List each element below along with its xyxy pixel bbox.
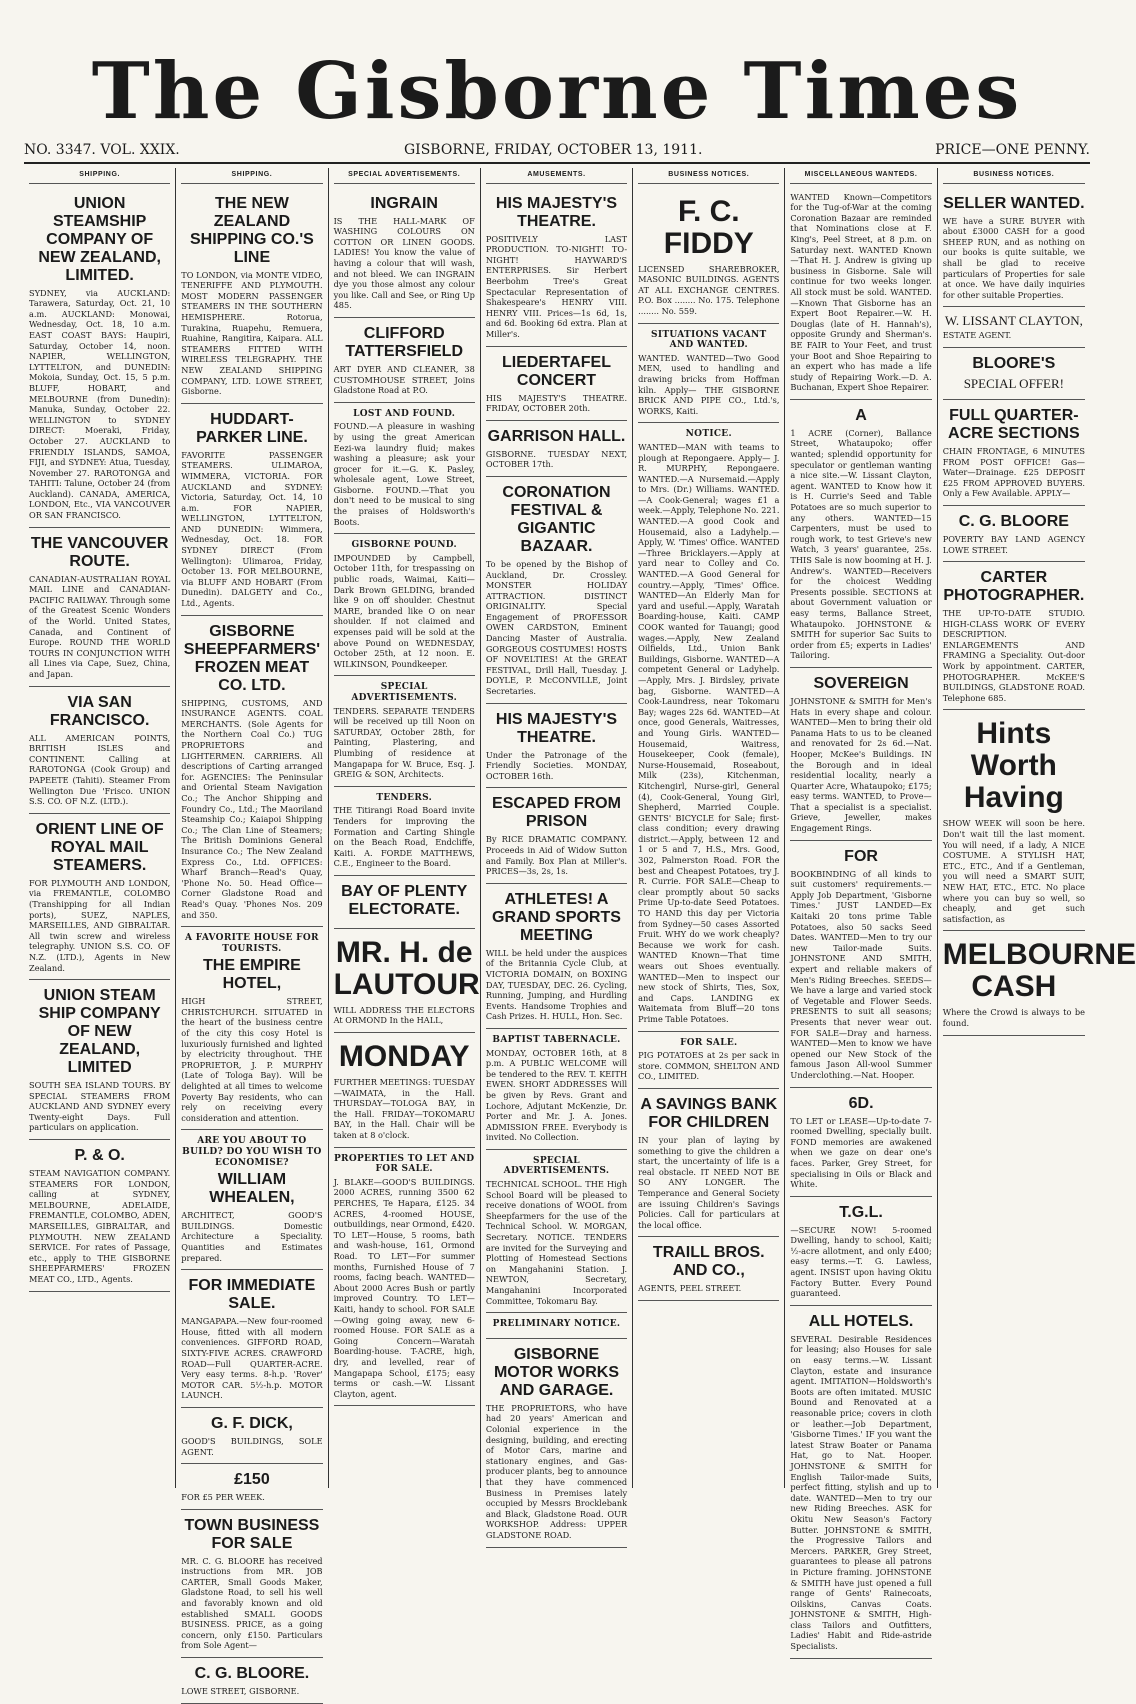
advertisement [486, 477, 627, 704]
ad-big: INGRAIN [370, 194, 438, 212]
column-4 [481, 168, 633, 1540]
advertisement [790, 841, 931, 1088]
ad-body: SOUTH SEA ISLAND TOURS. BY SPECIAL STEAMERS FROM AUCKLAND AND SYDNEY every Twenty-eight Days. Full particulars on application. [29, 1080, 171, 1133]
ad-body: ALL AMERICAN POINTS, BRITISH ISLES and CONTINENT. Calling at RAROTONGA (Cook Group) and PAPEETE (Tahiti). Steamer From Wellington Due 'Frisco. UNION S.S. CO. OF N.Z. (LTD.). [29, 732, 171, 807]
ad-cap: SPECIAL ADVERTISEMENTS. [503, 1155, 610, 1177]
advertisement [181, 1270, 322, 1408]
advertisement [181, 927, 322, 1130]
ad-body: SYDNEY, via AUCKLAND: Tarawera, Saturday, Oct. 21, 10 a.m. AUCKLAND: Monowai, Wednesday, Oct. 18, 10 a.m. EAST COAST BAYS: Haupiri, Saturday, October 14, noon. NAPIER, WELLINGTON, LYTTELTON, and DUNEDIN: Mokoia, Sunday, Oct. 15, 5 p.m. BLUFF, HOBART, and MELBOURNE (from Dunedin): Manuka, Sunday, October 22. WELLINGTON to SYDNEY DIRECT: Moeraki, Friday, October 27. AUCKLAND to FRIENDLY ISLANDS, SAMOA, FIJI, and SYDNEY: Atua, Tuesday, November 27. RAROTONGA and TAHITI: Talune, October 24 (from Auckland). CANADA, AMERICA, LONDON, Etc., VIA VANCOUVER OR SAN FRANCISCO. [29, 287, 171, 521]
ad-big: FULL QUARTER-ACRE SECTIONS [948, 406, 1080, 442]
advertisement [486, 788, 627, 883]
ad-big: BLOORE'S [972, 354, 1056, 372]
advertisement [181, 1510, 322, 1658]
ad-big: THE VANCOUVER ROUTE. [30, 534, 169, 570]
ad-big: BAY OF PLENTY ELECTORATE. [341, 882, 468, 918]
ad-big: G. F. DICK, [211, 1414, 293, 1432]
ad-big: GISBORNE SHEEPFARMERS' FROZEN MEAT CO. LTD. [183, 622, 321, 694]
ad-body: BOOKBINDING of all kinds to suit customers' requirements.—Apply Job Department, 'Gisborne Times.' JUST LANDED—Ex Kaitaki 20 tons prime Table Potatoes, also 50 sacks Seed Dates. WANTED—Men to try our new Tailor-made Suits. JOHNSTONE AND SMITH, expert and reliable makers of Men's Riding Breeches. SEEDS—We have a large and varied stock of Vegetable and Flower Seeds. PRESENTS to suit all seasons; Presents that never wear out. FOR SALE—Dray and harness. WANTED—Men to know we have opened our New Stock of the famous Jason All-wool Summer Underclothing.—Nat. Hooper. [790, 868, 932, 1080]
ad-big: SOVEREIGN [813, 674, 909, 692]
ad-huge: MONDAY [338, 1040, 470, 1074]
ad-body: THE UP-TO-DATE STUDIO. HIGH-CLASS WORK OF EVERY DESCRIPTION. ENLARGEMENTS AND FRAMING a Speciality. Out-door Work by appointment. CARTER, PHOTOGRAPHER. McKEE'S BUILDINGS, GLADSTONE ROAD. Telephone 685. [942, 608, 1085, 703]
ad-huge: Hints Worth Having [963, 717, 1064, 815]
ad-big: THE NEW ZEALAND SHIPPING CO.'S LINE [190, 194, 314, 266]
ad-body: FAVORITE PASSENGER STEAMERS. ULIMAROA, WIMMERA, VICTORIA. FOR AUCKLAND and SYDNEY: Victoria, Saturday, Oct. 14, 10 a.m. FOR NAPIER, WELLINGTON, LYTTELTON, AND DUNEDIN: Wimmera, Wednesday, Oct. 18. FOR SYDNEY DIRECT (From Wellington): Ulimaroa, Friday, October 13. FOR MELBOURNE, via BLUFF AND HOBART (From Dunedin). DALGETY and Co., Ltd., Agents. [181, 449, 323, 609]
ad-big: CARTER PHOTOGRAPHER. [943, 569, 1085, 605]
advertisement [29, 814, 170, 980]
ad-body: POVERTY BAY LAND AGENCY LOWE STREET. [942, 533, 1085, 555]
advertisement [181, 1130, 322, 1270]
ad-body: ESTATE AGENT. [942, 330, 1012, 341]
ad-body: STEAM NAVIGATION COMPANY. STEAMERS FOR LONDON, calling at SYDNEY, MELBOURNE, ADELAIDE, FREMANTLE, COLOMBO, ADEN, MARSEILLES, GIBRALTAR, and PLYMOUTH. NEW ZEALAND SERVICE. For rates of Passage, etc., apply to THE GISBORNE SHEEPFARMERS' FROZEN MEAT CO., LTD., Agents. [29, 1168, 171, 1284]
ad-cap: ARE YOU ABOUT TO BUILD? DO YOU WISH TO ECONOMISE? [182, 1136, 322, 1168]
advertisement [486, 1150, 627, 1313]
ad-cap: PROPERTIES TO LET AND FOR SALE. [333, 1153, 475, 1175]
ad-body: GISBORNE. TUESDAY NEXT, OCTOBER 17th. [485, 448, 628, 470]
ad-huge: MR. H. de LAUTOUR [333, 935, 480, 1001]
ad-big: THE EMPIRE HOTEL, [203, 957, 301, 993]
column-6 [785, 168, 937, 1652]
advertisement [334, 676, 475, 786]
ad-cap: PRELIMINARY NOTICE. [492, 1319, 621, 1330]
ad-body: TO LONDON, via MONTE VIDEO, TENERIFFE AND PLYMOUTH. MOST MODERN PASSENGER STEAMERS IN THE SOUTHERN HEMISPHERE. Rotorua, Turakina, Ruapehu, Remuera, Ruahine, Rangitira, Kaipara. ALL STEAMERS FITTED WITH WIRELESS TELEGRAPHY. THE NEW ZEALAND SHIPPING COMPANY, LTD. LOWE STREET, Gisborne. [181, 269, 323, 397]
advertisement [790, 1197, 931, 1306]
ad-big: CORONATION FESTIVAL & GIGANTIC BAZAAR. [502, 483, 611, 555]
advertisement [790, 188, 931, 400]
ad-big: A [855, 406, 867, 424]
column-7 [938, 168, 1136, 1488]
ad-body: JOHNSTONE & SMITH for Men's Hats in every shape and colour. WANTED—Men to bring their old Panama Hats to us to be cleaned and renovated for 2s 6d.—Nat. Hooper, McKee's Buildings. IN the Borough and in ideal residential locality, nearly a Quarter Acre, Whataupoko; £175; easy terms. WANTED, to Prove—That a specialist is a specialist. Grieve, Jeweller, makes Engagement Rings. [790, 695, 932, 834]
ad-body: ART DYER AND CLEANER, 38 CUSTOMHOUSE STREET, Joins Gladstone Road at P.O. [333, 363, 475, 396]
ad-body: POSITIVELY LAST PRODUCTION. TO-NIGHT! TO-NIGHT! HAYWARD'S ENTERPRISES. Sir Herbert Beerbohm Tree's Great Spectacular Representation of Shakespeare's HENRY VIII. HENRY VIII. Prices—1s 6d, 1s, and 6d. Booking 6d extra. Plan at Miller's. [485, 233, 628, 339]
advertisement [790, 668, 931, 841]
price: PRICE—ONE PENNY. [935, 142, 1090, 158]
place-date: GISBORNE, FRIDAY, OCTOBER 13, 1911. [404, 142, 703, 158]
advertisement [486, 188, 627, 347]
advertisement [943, 307, 1085, 348]
column-2 [176, 168, 328, 1697]
column-heading: AMUSEMENTS. [486, 170, 627, 184]
advertisement [486, 347, 627, 421]
advertisement [181, 1408, 322, 1464]
ad-big: ALL HOTELS. [808, 1312, 914, 1330]
ad-mid: W. LISSANT CLAYTON, [944, 313, 1083, 329]
advertisement [638, 324, 779, 424]
ad-body: FOR £5 PER WEEK. [181, 1492, 265, 1503]
ad-cap: A FAVORITE HOUSE FOR TOURISTS. [185, 933, 319, 954]
advertisement [334, 787, 475, 876]
advertisement [334, 1033, 475, 1148]
ad-body: LICENSED SHAREBROKER, MASONIC BUILDINGS. AGENTS AT ALL EXCHANGE CENTRES. P.O. Box ........ No. 175. Telephone ........ No. 559. [638, 263, 780, 316]
advertisement [181, 188, 322, 404]
advertisement [181, 1658, 322, 1704]
column-3 [329, 168, 481, 1488]
advertisement [638, 188, 779, 324]
ad-body: ARCHITECT, GOOD'S BUILDINGS. Domestic Architecture a Speciality. Quantities and Estimates prepared. [181, 1210, 323, 1263]
ad-body: IMPOUNDED by Campbell, October 11th, for trespassing on public roads, Waimai, Kaiti— Dark Brown GELDING, branded like 9 on off shoulder. Chestnut MARE, branded like O on near shoulder. If not claimed and expenses paid will be sold at the above Pound on WEDNESDAY, October 25th, at 12 noon. E. WILKINSON, Poundkeeper. [333, 552, 475, 669]
advertisement [486, 704, 627, 789]
advertisement [29, 188, 170, 528]
ad-body: 1 ACRE (Corner), Ballance Street, Whataupoko; offer wanted; splendid opportunity for speculator or gentleman wanting a nice site.—W. Lissant Clayton, agent. WANTED to Know how it is H. Currie's Seed and Table Potatoes are so much superior to any others. WANTED—15 Carpenters, must be used to rough work, to test Grieve's new Watch, 3 years' guarantee, 25s. THIS Sale is now booming at H. J. Andrew's. WANTED—Receivers for the choicest Wedding Presents possible. SECTIONS at about Government valuation or easy terms, Ballance Street, Whataupoko. JOHNSTONE & SMITH for superior Sac Suits to order from £5; experts in Ladies' Tailoring. [790, 427, 932, 661]
columns-area [24, 168, 1136, 1697]
ad-body: TENDERS. SEPARATE TENDERS will be received up till Noon on SATURDAY, October 28th, for Painting, Plastering, and Plumbing of residence at Mangapapa for W. Bruce, Esq. J. GREIG & SON, Architects. [333, 705, 475, 780]
ad-body: MR. C. G. BLOORE has received instructions from MR. JOB CARTER, Small Goods Maker, Gladstone Road, to sell his well and favorably known and old established SMALL GOODS BUSINESS. PRICE, as a going concern, only £150. Particulars from Sole Agent— [181, 1555, 323, 1651]
advertisement [943, 348, 1085, 400]
ad-body: SHIPPING, CUSTOMS, AND INSURANCE AGENTS. COAL MERCHANTS. (Sole Agents for the Northern Coal Co.) TUG PROPRIETORS and LIGHTERMEN. CARRIERS. All descriptions of Carting arranged for. AGENCIES: The Peninsular and Oriental Steam Navigation Co.; The Anchor Shipping and Foundry Co., Ltd.; The Maoriland Steamship Co.; Kaiapoi Shipping Co.; The Clan Line of Steamers; The British Dominions General Insurance Co.; The New Zealand Express Co., Ltd. OFFICES: Wharf Branch—Read's Quay, 'Phone No. 50. Head Office—Corner Gladstone Road and Read's Quay. 'Phones Nos. 209 and 350. [181, 697, 323, 920]
advertisement [638, 1032, 779, 1089]
ad-body: SEVERAL Desirable Residences for leasing; also Houses for sale on easy terms.—W. Lissant Clayton, estate and insurance agent. IMITATION—Holdsworth's Boots are often imitated. MUSIC Bound and Renovated at a reasonable price; covers in cloth or leather.—Job Department, 'Gisborne Times.' IF you want the latest Straw Boater or Panama Hat, go to Nat. Hooper. JOHNSTONE & SMITH for English Tailor-made Suits, perfect fitting, stylish and up to date. WANTED—Men to try our new Riding Breeches. ASK for Okitu New Season's Factory Butter. JOHNSTONE & SMITH, the Progressive Tailors and Mercers. PARKER, Grey Street, guarantees to please all patrons in Picture framing. JOHNSTONE & SMITH have just opened a full range of Gents' Rainecoats, Oilskins, Canvas Coats. JOHNSTONE & SMITH, High-class Tailors and Outfitters, Ladies' Habit and Ride-astride Specialists. [790, 1333, 932, 1652]
ad-big: VIA SAN FRANCISCO. [49, 693, 150, 729]
ad-big: LIEDERTAFEL CONCERT [501, 353, 611, 389]
masthead [0, 0, 1114, 140]
advertisement [334, 403, 475, 535]
advertisement [486, 884, 627, 1029]
ad-big: UNION STEAM SHIP COMPANY OF NEW ZEALAND, LIMITED [38, 987, 161, 1077]
ad-body: —SECURE NOW! 5-roomed Dwelling, handy to school, Kaiti; ½-acre allotment, and only £400; easy terms.—T. G. Lawless, agent. INSIST upon having Okitu Factory Butter. Every Pound guaranteed. [790, 1224, 932, 1299]
ad-body: Under the Patronage of the Friendly Societies. MONDAY, OCTOBER 16th. [485, 749, 628, 781]
ad-body: MANGAPAPA.—New four-roomed House, fitted with all modern conveniences. GIFFORD ROAD, SIXTY-FIVE ACRES. CRAWFORD ROAD—Full QUARTER-ACRE. Very easy terms. 8-h.p. 'Rover' MOTOR CAR. 5½-h.p. MOTOR LAUNCH. [181, 1316, 323, 1401]
advertisement [29, 980, 170, 1140]
ad-cap: NOTICE. [685, 429, 732, 440]
ad-cap: FOR SALE. [680, 1037, 738, 1048]
advertisement [486, 421, 627, 477]
advertisement [334, 318, 475, 403]
advertisement [943, 400, 1085, 506]
advertisement [790, 400, 931, 668]
ad-big: ESCAPED FROM PRISON [492, 795, 621, 831]
column-heading: SPECIAL ADVERTISEMENTS. [334, 170, 475, 184]
ad-cap: TENDERS. [376, 792, 433, 803]
ad-big: TRAILL BROS. AND CO., [652, 1244, 765, 1280]
ad-huge: MELBOURNE CASH [942, 938, 1136, 1004]
ad-body: WE have a SURE BUYER with about £3000 CASH for a good SHEEP RUN, and as nothing on our books is quite suitable, we shall be glad to receive particulars of Properties for sale at once. We have daily inquiries for other suitable Properties. [942, 215, 1085, 300]
advertisement [334, 188, 475, 318]
ad-cap: LOST AND FOUND. [353, 408, 456, 419]
advertisement [29, 1140, 170, 1292]
advertisement [638, 1237, 779, 1301]
advertisement [486, 1313, 627, 1339]
ad-body: WILL ADDRESS THE ELECTORS At ORMOND In the HALL, [333, 1004, 475, 1026]
advertisement [181, 1464, 322, 1510]
ad-body: WILL be held under the auspices of the Britannia Cycle Club, at VICTORIA DOMAIN, on BOXING DAY, TUESDAY, DEC. 26. Cycling, Running, Jumping, and Hurdling Events. Handsome Trophies and Cash Prizes. H. HULL, Hon. Sec. [485, 947, 628, 1022]
ad-big: ATHLETES! A GRAND SPORTS MEETING [492, 890, 621, 944]
ad-big: GARRISON HALL. [487, 427, 626, 445]
ad-cap: SITUATIONS VACANT AND WANTED. [651, 329, 767, 351]
column-heading: MISCELLANEOUS WANTEDS. [790, 170, 931, 184]
column-heading: SHIPPING. [29, 170, 170, 184]
advertisement [943, 506, 1085, 562]
ad-body: FURTHER MEETINGS: TUESDAY—WAIMATA, in the Hall. THURSDAY—TOLOGA BAY, in the Hall. FRIDAY—TOKOMARU BAY, in the Hall. Chair will be taken at 8 o'clock. [333, 1077, 475, 1141]
ad-cap: SPECIAL ADVERTISEMENTS. [351, 682, 458, 703]
issue-number: NO. 3347. VOL. XXIX. [24, 142, 180, 158]
advertisement [638, 423, 779, 1031]
ad-body: J. BLAKE—GOOD'S BUILDINGS. 2000 ACRES, running 3500 62 PERCHES, Te Hapara, £125. 34 ACRES, 4-roomed HOUSE, outbuildings, near Ormond, £420. TO LET—House, 5 rooms, bath and wash-house, 161, Ormond Road. TO LET—For summer months, Furnished House of 7 rooms, facing beach. WANTED—About 2000 Acres Bush or partly improved Country. TO LET—Kaiti, handy to school. FOR SALE—Owing going away, new 6-roomed House. FOR SALE as a Going Concern—Waratah Boarding-house. T-ACRE, high, dry, and levelled, rear of Mangapapa School, £175; easy terms or cash.—W. Lissant Clayton, agent. [333, 1176, 475, 1399]
ad-big: HIS MAJESTY'S THEATRE. [495, 710, 618, 746]
ad-big: SELLER WANTED. [943, 194, 1085, 212]
ad-body: By RICE DRAMATIC COMPANY. Proceeds in Aid of Widow Sutton and Family. Box Plan at Miller's. PRICES—3s, 2s, 1s. [485, 834, 628, 877]
ad-big: C. G. BLOORE [958, 512, 1069, 530]
dateline [24, 140, 1090, 164]
ad-body: CANADIAN-AUSTRALIAN ROYAL MAIL LINE and CANADIAN-PACIFIC RAILWAY. Through some of the Greatest Scenic Wonders of the World. United States, Canada, and Continent of Europe. ROUND THE WORLD TOURS IN CONJUNCTION WITH all Lines via Cape, Suez, China, and Japan. [29, 573, 171, 679]
ad-cap: BAPTIST TABERNACLE. [492, 1034, 621, 1045]
ad-big: 6D. [848, 1094, 874, 1112]
ad-body: HIS MAJESTY'S THEATRE. FRIDAY, OCTOBER 20th. [485, 392, 628, 414]
advertisement [29, 687, 170, 814]
ad-big: HIS MAJESTY'S THEATRE. [495, 194, 618, 230]
ad-body: IS THE HALL-MARK OF WASHING COLOURS ON COTTON OR LINEN GOODS. LADIES! You know the value of having a colour that will wash, and not bleed. We can INGRAIN dye you those almost any colour you like. Call and See, or Ring Up 485. [333, 215, 475, 311]
column-heading: SHIPPING. [181, 170, 322, 184]
ad-body: FOUND.—A pleasure in washing by using the great American Eezi-wa laundry fluid; makes washing a pleasure; ask your grocer for it.—G. K. Pasley, wholesale agent, Lowe Street, Gisborne. FOUND.—That you don't need to be musical to sing the praises of Holdsworth's Boots. [333, 421, 475, 527]
ad-body: MONDAY, OCTOBER 16th, at 8 p.m. A PUBLIC WELCOME will be tendered to the REV. T. KEITH EWEN. SHORT ADDRESSES Will be given by Revs. Grant and Lochore, Adjutant McKenzie, Dr. Porter and Mr. J. A. Jones. ADMISSION FREE. Everybody is invited. No Collection. [485, 1047, 628, 1143]
ad-big: C. G. BLOORE. [194, 1665, 310, 1683]
ad-big: TOWN BUSINESS FOR SALE [184, 1516, 320, 1552]
column-1 [24, 168, 176, 1488]
advertisement [943, 188, 1085, 308]
ad-body: CHAIN FRONTAGE, 6 MINUTES FROM POST OFFICE! Gas—Water—Drainage. £25 DEPOSIT £25 FROM APPROVED BUYERS. Only a Few Available. APPLY— [942, 445, 1085, 499]
ad-body: TO LET or LEASE—Up-to-date 7-roomed Dwelling, specially built. FOND memories are awakened when we gaze on dear one's faces. Parker, Grey Street, for specialising in Oils or Black and White. [790, 1115, 932, 1190]
advertisement [29, 528, 170, 687]
advertisement [181, 404, 322, 616]
ad-big: FOR IMMEDIATE SALE. [188, 1277, 316, 1313]
ad-big: WILLIAM WHEALEN, [209, 1171, 295, 1207]
advertisement [334, 876, 475, 929]
ad-body: WANTED Known—Competitors for the Tug-of-War at the coming Coronation Bazaar are reminded that Nominations close at F. King's, Peel Street, at 8 p.m. on Saturday next. WANTED Known—That H. J. Andrew is giving up business in Gisborne. Sale will continue for two weeks longer. All stock must be sold. WANTED.—Known That Gisborne has an Expert Boot Repairer.—W. H. Douglas (late of H. Hannah's), opposite Grundy and Sherman's. BE FAIR to Your Feet, and trust your Boot and Shoe Repairing to an expert who has made a life study of Repairing Work.—D. A. Buchanan, Expert Shoe Repairer. [790, 191, 932, 393]
advertisement [790, 1306, 931, 1659]
ad-big: A SAVINGS BANK FOR CHILDREN [640, 1095, 778, 1131]
ad-big: UNION STEAMSHIP COMPANY OF NEW ZEALAND, LIMITED. [38, 194, 161, 284]
ad-body: HIGH STREET, CHRISTCHURCH. SITUATED in the heart of the business centre of the city this cosy Hotel is luxuriously furnished and lighted by electricity throughout. THE PROPRIETOR, J. P. MURPHY (Late of Tologa Bay). Will be delighted at all times to welcome Poverty Bay residents, who can rely on receiving every consideration and attention. [181, 996, 323, 1123]
advertisement [486, 1029, 627, 1150]
advertisement [334, 534, 475, 676]
ad-big: HUDDART-PARKER LINE. [196, 410, 308, 446]
advertisement [334, 1148, 475, 1407]
ad-body: FOR PLYMOUTH AND LONDON, via FREMANTLE, COLOMBO (Transhipping for all Indian ports), SUEZ, NAPLES, MARSEILLES, AND GIBRALTAR. All twin screw and wireless telegraphy. UNION S.S. CO. OF N.Z. (LTD.), Agents in New Zealand. [29, 877, 171, 973]
ad-body: THE PROPRIETORS, who have had 20 years' American and Colonial experience in the designing, building, and erecting of Motor Cars, marine and stationary engines, and Gas-producer plants, beg to announce that they have commenced Business in Premises lately occupied by Messrs Brocklebank and Black, Gladstone Road. OUR WORKSHOP. Address: UPPER GLADSTONE ROAD. [485, 1402, 628, 1540]
ad-body: WANTED. WANTED—Two Good MEN, used to handling and drawing bricks from Hoffman kiln. Apply— THE GISBORNE BRICK AND PIPE CO., Ltd.'s, WORKS, Kaiti. [638, 352, 780, 416]
ad-mid: SPECIAL OFFER! [963, 375, 1064, 391]
advertisement [333, 929, 480, 1033]
column-heading: BUSINESS NOTICES. [638, 170, 779, 184]
advertisement [638, 1089, 779, 1237]
ad-big: P. & O. [74, 1147, 125, 1165]
ad-huge: F. C. FIDDY [663, 194, 754, 260]
advertisement [486, 1339, 627, 1548]
ad-big: T.G.L. [839, 1203, 883, 1221]
newspaper-title: The Gisborne Times [91, 46, 1023, 137]
ad-big: CLIFFORD TATTERSFIELD [345, 324, 464, 360]
ad-body: LOWE STREET, GISBORNE. [181, 1686, 300, 1697]
advertisement [942, 931, 1136, 1035]
ad-body: PIG POTATOES at 2s per sack in store. COMMON, SHELTON AND CO., LIMITED. [638, 1050, 780, 1082]
advertisement [943, 562, 1085, 710]
ad-body: SHOW WEEK will soon be here. Don't wait till the last moment. You will need, if a lady, A NICE COSTUME. A STYLISH HAT, ETC., ETC., And if a Gentleman, you will need a SMART SUIT, NEW HAT, ETC., ETC. No place where you can buy so well, so cheaply, and get such satisfaction, as [942, 818, 1085, 924]
ad-body: GOOD'S BUILDINGS, SOLE AGENT. [181, 1435, 323, 1457]
column-5 [633, 168, 785, 1488]
ad-body: TECHNICAL SCHOOL. THE High School Board will be pleased to receive donations of WOOL from Sheepfarmers for the use of the Technical School. W. MORGAN, Secretary. NOTICE. TENDERS are invited for the Surveying and Plotting of Homestead Sections on Mangahanini Station. J. NEWTON, Secretary, Mangahanini Incorporated Committee, Tokomaru Bay. [485, 1179, 628, 1306]
ad-big: £150 [234, 1471, 270, 1489]
column-heading: BUSINESS NOTICES. [943, 170, 1085, 184]
advertisement [181, 616, 322, 927]
advertisement [790, 1088, 931, 1197]
ad-body: THE Titirangi Road Board invite Tenders for improving the Formation and Carting Shingle on the Beach Road, Endcliffe, Kaiti. A. FORDE MATTHEWS, C.E., Engineer to the Board. [333, 805, 475, 869]
ad-big: ORIENT LINE OF ROYAL MAIL STEAMERS. [35, 820, 164, 874]
ad-body: AGENTS, PEEL STREET. [638, 1283, 742, 1294]
ad-cap: GISBORNE POUND. [351, 540, 457, 551]
advertisement [943, 710, 1085, 931]
ad-big: FOR [844, 847, 878, 865]
ad-body: Where the Crowd is always to be found. [942, 1007, 1085, 1028]
ad-body: WANTED—MAN with teams to plough at Repongaere. Apply— J. R. MURPHY, Repongaere. WANTED.—A Nursemaid.—Apply to Mrs. (Dr.) Williams. WANTED.—A Cook-General; wages £1 a week.—Apply, Telephone No. 221. WANTED.—A good Cook and Housemaid, also a Ladyhelp.—Apply, W. 'Times' Office. WANTED—Three Bricklayers.—Apply at yard near to Colley and Co. WANTED.—A Good General for country.—Apply, 'Times' Office. WANTED—An Elderly Man for yard and useful.—Apply, Waratah Boarding-house, Kaiti. CAMP COOK wanted for Tauangi; good wages.—Apply, New Zealand Oilfields, Ltd., Union Bank Buildings, Gisborne. WANTED—A competent General or Ladyhelp.—Apply, Mrs. J. Birdsley, private bag, Gisborne. WANTED—A Cook-Laundress, near Tokomaru Bay; wages 22s 6d. WANTED—At once, good Generals, Waitresses, and Young Girls. WANTED—Housemaid, Waitress, Housekeeper, Cook (female), Nurse-Housemaid, Roseabout, Milk (23s), Kitchenman, Kitchengirl, Nurse-girl, General (4), Cook-General, Young Girl, Shepherd, Married Couple. GENTS' BICYCLE for Sale; first-class condition; every drawing district.—Apply, between 12 and 1 or 5 and 7, H.S., Mrs. Good, 302, Palmerston Road. FOR the best and Cheapest Potatoes, try J. R. Currie. FOR SALE—Cheap to clear promptly about 50 sacks Prime Up-to-date Seed Potatoes. TO HAND this day per Victoria from Sydney—50 cases Assorted Fruit. WHY do we work cheaply? Because we work for cash. WANTED Known—That time wears out Shoes eventually. WANTED—Men to inspect our new stock of Shirts, Ties, Sox, and Caps. LANDING ex Waitemata from Bluff—20 tons Prime Table Potatoes. [638, 441, 780, 1024]
ad-body: To be opened by the Bishop of Auckland, Dr. Crossley. MONSTER HOLIDAY ATTRACTION. DISTINCT ORIGINALITY. Special Engagement of PROFESSOR OWEN CARDSTON, Eminent Dancing Master of Australia. GORGEOUS COSTUMES! HOSTS OF NOVELTIES! At the GREAT FESTIVAL, Drill Hall, Tuesday. J. DOYLE, P. McCONVILLE, Joint Secretaries. [485, 558, 628, 697]
ad-big: GISBORNE MOTOR WORKS AND GARAGE. [493, 1345, 619, 1399]
ad-body: IN your plan of laying by something to give the children a start, the uncertainty of life is a real obstacle. IT NEED NOT BE SO ANY LONGER. The Temperance and General Society are issuing Children's Savings Policies. Call for particulars at the local office. [638, 1134, 780, 1230]
